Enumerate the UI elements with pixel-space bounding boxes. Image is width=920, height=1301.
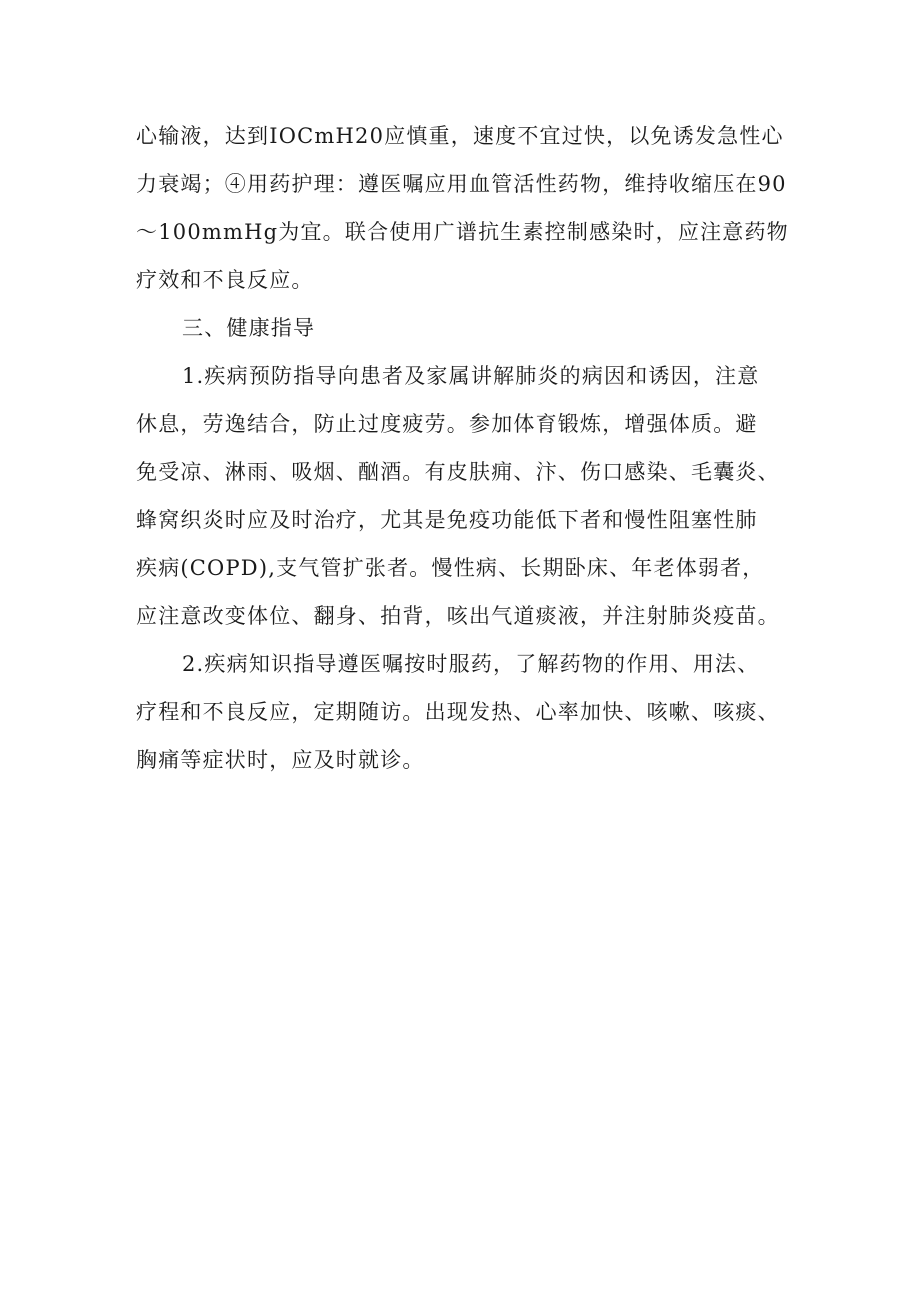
paragraph-disease-prevention <box>136 352 796 640</box>
text-line: 疾病(COPD),支气管扩张者。慢性病、长期卧床、年老体弱者， <box>136 556 765 580</box>
paragraph-disease-knowledge <box>136 640 796 784</box>
paragraph-nursing-continued <box>136 112 796 304</box>
text-line: 1.疾病预防指导向患者及家属讲解肺炎的病因和诱因，注意 <box>182 364 760 388</box>
text-line: ～100mmHg为宜。联合使用广谱抗生素控制感染时，应注意药物 <box>136 220 789 244</box>
text-line: 蜂窝织炎时应及时治疗，尤其是免疫功能低下者和慢性阻塞性肺 <box>136 508 758 532</box>
document-body <box>136 112 796 784</box>
text-line: 心输液，达到IOCmH20应慎重，速度不宜过快，以免诱发急性心 <box>136 124 784 148</box>
text-line: 应注意改变体位、翻身、拍背，咳出气道痰液，并注射肺炎疫苗。 <box>136 604 780 628</box>
text-line: 休息，劳逸结合，防止过度疲劳。参加体育锻炼，增强体质。避 <box>136 412 758 436</box>
text-line: 免受凉、淋雨、吸烟、酗酒。有皮肤痈、汴、伤口感染、毛囊炎、 <box>136 460 780 484</box>
text-line: 疗效和不良反应。 <box>136 268 314 292</box>
text-line: 力衰竭；④用药护理：遵医嘱应用血管活性药物，维持收缩压在90 <box>136 172 787 196</box>
section-heading: 三、健康指导 <box>182 316 316 340</box>
text-line: 胸痛等症状时，应及时就诊。 <box>136 748 425 772</box>
text-line: 2.疾病知识指导遵医嘱按时服药，了解药物的作用、用法、 <box>182 652 760 676</box>
text-line: 疗程和不良反应，定期随访。出现发热、心率加快、咳嗽、咳痰、 <box>136 700 780 724</box>
